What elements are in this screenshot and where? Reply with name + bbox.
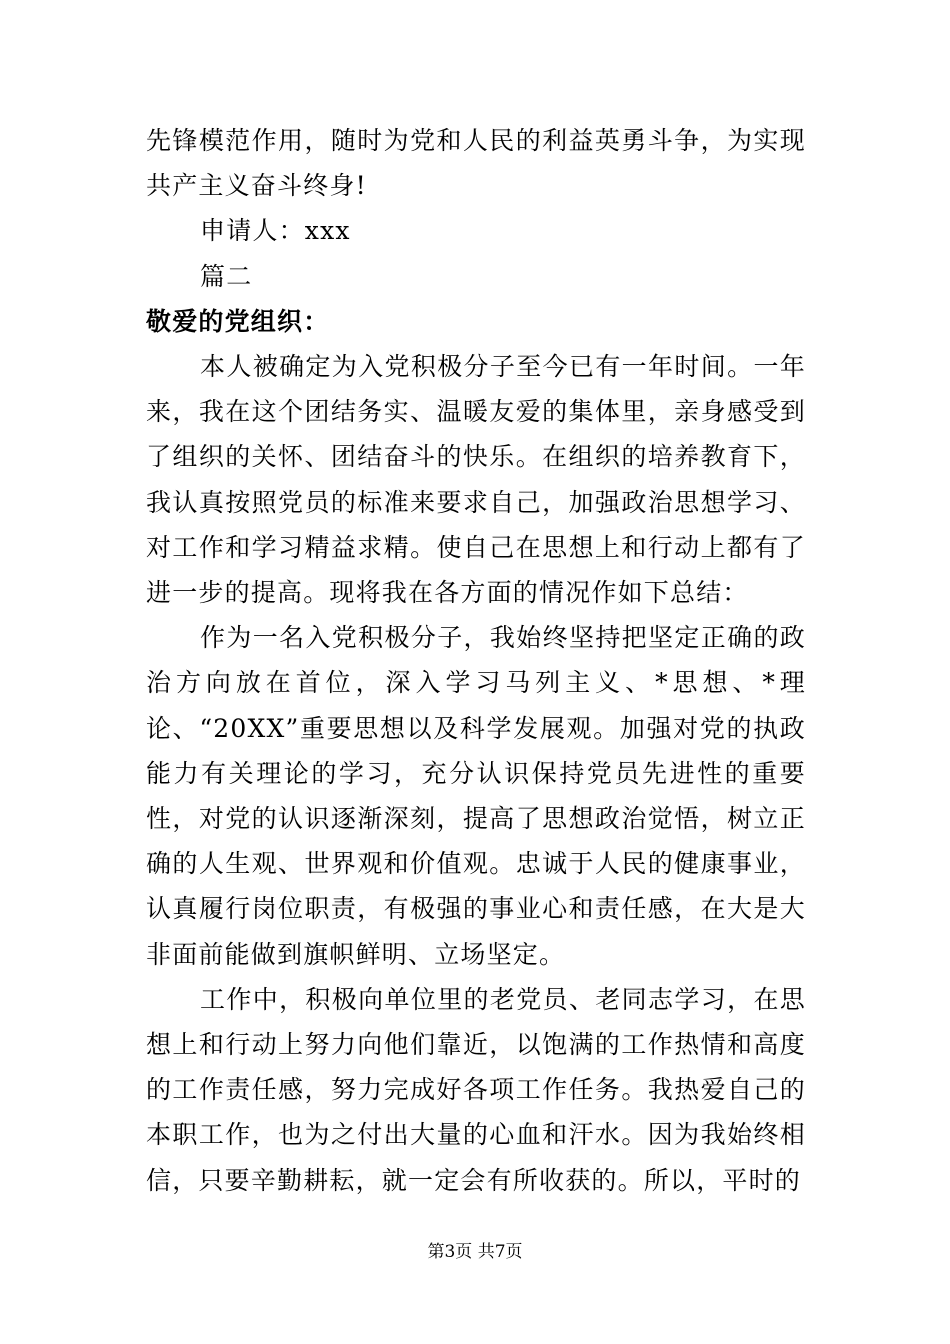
section-heading: 篇二 <box>200 261 253 291</box>
paragraph-political: 作为一名入党积极分子，我始终坚持把坚定正确的政治方向放在首位，深入学习马列主义、*思想、*理论、“20XX”重要思想以及科学发展观。加强对党的执政能力有关理论的学习，充分认识保持党员先进性的重要性，对党的认识逐渐深刻，提高了思想政治觉悟，树立正确的人生观、世界观和价值观。忠诚于人民的健康事业，认真履行岗位职责，有极强的事业心和责任感，在大是大非面前能做到旗帜鲜明、立场坚定。 <box>146 623 806 969</box>
document-body <box>146 118 806 1203</box>
page-number-footer: 第3页 共7页 <box>427 1242 523 1262</box>
applicant-signature: 申请人：xxx <box>200 216 351 246</box>
paragraph-intro: 本人被确定为入党积极分子至今已有一年时间。一年来，我在这个团结务实、温暖友爱的集体里，亲身感受到了组织的关怀、团结奋斗的快乐。在组织的培养教育下，我认真按照党员的标准来要求自己，加强政治思想学习、对工作和学习精益求精。使自己在思想上和行动上都有了进一步的提高。现将我在各方面的情况作如下总结： <box>146 352 806 608</box>
paragraph-closing-continuation: 先锋模范作用，随时为党和人民的利益英勇斗争，为实现共产主义奋斗终身! <box>146 126 806 201</box>
paragraph-work: 工作中，积极向单位里的老党员、老同志学习，在思想上和行动上努力向他们靠近，以饱满的工作热情和高度的工作责任感，努力完成好各项工作任务。我热爱自己的本职工作，也为之付出大量的心血和汗水。因为我始终相信，只要辛勤耕耘，就一定会有所收获的。所以，平时的 <box>146 984 806 1195</box>
salutation: 敬爱的党组织： <box>146 306 330 336</box>
